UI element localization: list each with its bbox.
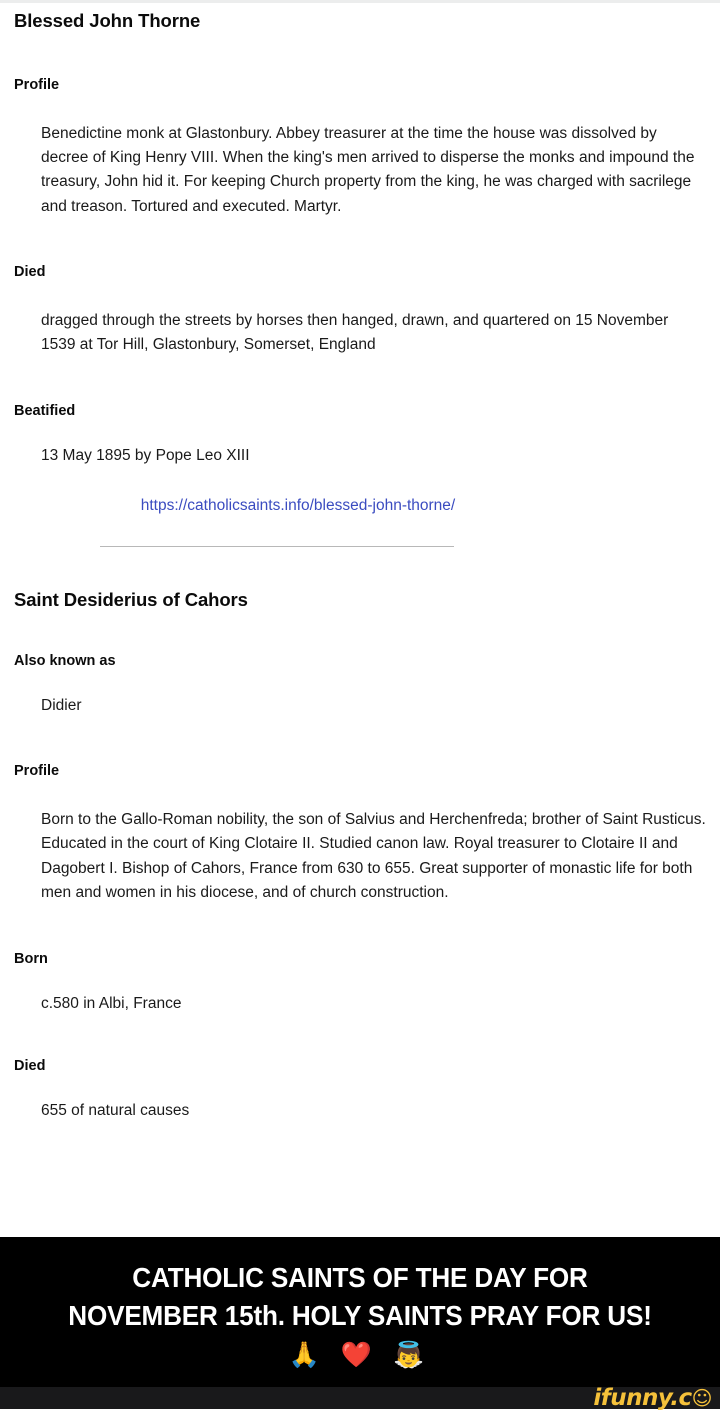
field-label-died-2: Died (14, 1057, 46, 1074)
caption-line-1: CATHOLIC SAINTS OF THE DAY FOR (132, 1262, 588, 1293)
field-label-profile-1: Profile (14, 77, 60, 94)
caption-line-2: NOVEMBER 15th. HOLY SAINTS PRAY FOR US! (68, 1300, 652, 1331)
field-label-also-known-as-2: Also known as (14, 652, 116, 669)
field-value-born-2: c.580 in Albi, France (41, 995, 182, 1013)
smiley-face-icon: ☺ (691, 1386, 712, 1410)
ifunny-watermark (593, 1385, 712, 1411)
saint-title-blessed-john-thorne: Blessed John Thorne (14, 10, 201, 31)
field-value-profile-1: Benedictine monk at Glastonbury. Abbey treasurer at the time the house was dissolved by decree of King Henry VIII. When the king's men arrived to disperse the monks and impound the treasury, John hid it. For keeping Church property from the king, he was charged with sacrilege and treason. Tortured and executed. Martyr. (41, 124, 695, 215)
saints-article-page (0, 3, 720, 1237)
field-value-profile-2: Born to the Gallo-Roman nobility, the son of Salvius and Herchenfreda; brother of Saint Rusticus. Educated in the court of King Clotaire II. Studied canon law. Royal treasurer to Clotaire II and Dagobert I. Bishop of Cahors, France from 630 to 655. Great supporter of monastic life for both men and women in his diocese, and of church construction. (41, 810, 706, 902)
field-value-also-known-as-2: Didier (41, 696, 82, 714)
section-divider (100, 546, 454, 547)
section-divider-row (14, 516, 706, 555)
field-value-died-2: 655 of natural causes (41, 1101, 190, 1119)
caption-banner (0, 1237, 720, 1387)
field-value-beatified-1: 13 May 1895 by Pope Leo XIII (41, 447, 250, 465)
source-link-blessed-john-thorne[interactable]: https://catholicsaints.info/blessed-john-thorne/ (140, 496, 456, 514)
caption-emoji-row: 🙏 ❤️ 👼 (288, 1341, 432, 1369)
field-label-beatified-1: Beatified (14, 402, 76, 419)
field-label-died-1: Died (14, 264, 46, 281)
field-label-born-2: Born (14, 950, 48, 967)
field-label-profile-2: Profile (14, 763, 60, 780)
saint-title-saint-desiderius-of-cahors: Saint Desiderius of Cahors (14, 589, 248, 611)
source-link-row (14, 469, 706, 517)
ifunny-watermark-text: ifunny.c (593, 1385, 692, 1411)
watermark-strip (0, 1387, 720, 1409)
field-value-died-1: dragged through the streets by horses then hanged, drawn, and quartered on 15 November 1539 at Tor Hill, Glastonbury, Somerset, England (41, 311, 669, 354)
